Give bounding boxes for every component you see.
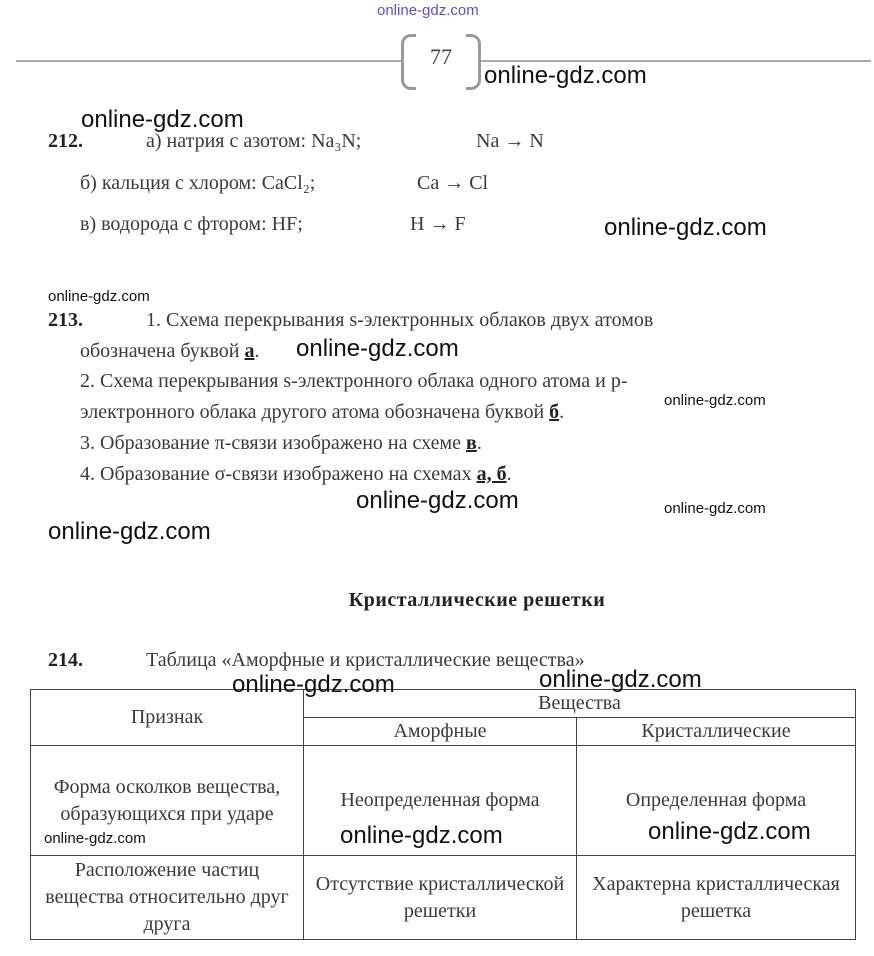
- ex212-line-c-arrow: H → F: [410, 213, 466, 235]
- row-1-crystalline: Определенная форма: [577, 746, 856, 856]
- table-row: [31, 856, 856, 940]
- watermark: online-gdz.com: [48, 518, 211, 545]
- exercise-213-number: 213.: [48, 309, 83, 331]
- ex213-line-2-text: обозначена буквой: [80, 340, 245, 362]
- ex213-line-5-text: 3. Образование π-связи изображено на схеме: [80, 432, 467, 454]
- header-feature: Признак: [31, 690, 304, 746]
- ex213-answer-4: а, б: [476, 463, 507, 485]
- watermark: online-gdz.com: [296, 335, 459, 362]
- ex213-line-3: 2. Схема перекрывания s-электронного облака одного атома и p-: [80, 370, 628, 392]
- row-1-amorphous: Неопределенная форма: [304, 746, 577, 856]
- ex213-line-4: [80, 401, 564, 424]
- ex212-line-b-arrow: Ca → Cl: [417, 172, 489, 194]
- ex212-line-c: в) водорода с фтором: HF;: [80, 213, 303, 235]
- watermark: online-gdz.com: [648, 818, 811, 845]
- row-2-amorphous: Отсутствие кристаллической решетки: [304, 856, 577, 940]
- header-amorphous: Аморфные: [304, 718, 577, 746]
- page-number-box: [401, 34, 481, 86]
- ex212-line-a-arrow: Na → N: [476, 130, 544, 152]
- watermark: online-gdz.com: [356, 487, 519, 514]
- ex214-title: Таблица «Аморфные и кристаллические вещества»: [146, 649, 585, 671]
- row-1-feature: Форма осколков вещества, образующихся при ударе: [31, 746, 304, 856]
- ex213-line-6: [80, 463, 512, 486]
- ex213-answer-3: в: [466, 432, 477, 454]
- ex213-line-4-text: электронного облака другого атома обозначена буквой: [80, 401, 550, 423]
- header-crystalline: Кристаллические: [577, 718, 856, 746]
- watermark: online-gdz.com: [604, 214, 767, 241]
- ex213-line-2-end: .: [254, 340, 260, 362]
- ex213-line-4-end: .: [559, 401, 565, 423]
- page-number: 77: [430, 44, 452, 69]
- watermark: online-gdz.com: [340, 822, 503, 849]
- substances-table: [30, 689, 856, 940]
- ex213-answer-2: б: [549, 401, 560, 423]
- watermark: online-gdz.com: [539, 666, 702, 693]
- exercise-212-number: 212.: [48, 130, 83, 152]
- ex213-line-2: [80, 340, 260, 363]
- ex212-line-a: а) натрия с азотом: Na₃N;: [146, 130, 362, 152]
- ex213-line-1: 1. Схема перекрывания s-электронных облаков двух атомов: [146, 309, 654, 331]
- exercise-214-number: 214.: [48, 649, 83, 671]
- watermark: online-gdz.com: [664, 392, 766, 409]
- ex213-line-6-text: 4. Образование σ-связи изображено на схемах: [80, 463, 477, 485]
- watermark: online-gdz.com: [664, 500, 766, 517]
- watermark: online-gdz.com: [81, 106, 244, 133]
- ex213-line-5: [80, 432, 482, 455]
- header-rule-left: [16, 60, 402, 62]
- site-link[interactable]: online-gdz.com: [377, 2, 479, 19]
- header-substances: Вещества: [304, 690, 856, 718]
- watermark: online-gdz.com: [232, 671, 395, 698]
- ex213-line-6-end: .: [506, 463, 512, 485]
- section-heading: Кристаллические решетки: [348, 589, 606, 611]
- row-2-feature: Расположение частиц вещества относительно друг друга: [31, 856, 304, 940]
- table-header-row: [31, 690, 856, 718]
- ex213-line-5-end: .: [476, 432, 482, 454]
- row-2-crystalline: Характерна кристаллическая решетка: [577, 856, 856, 940]
- watermark: online-gdz.com: [48, 288, 150, 305]
- watermark: online-gdz.com: [484, 62, 647, 89]
- ex212-line-b: б) кальция с хлором: CaCl₂;: [80, 172, 316, 194]
- watermark: online-gdz.com: [44, 830, 146, 847]
- ex213-answer-1: а: [244, 340, 255, 362]
